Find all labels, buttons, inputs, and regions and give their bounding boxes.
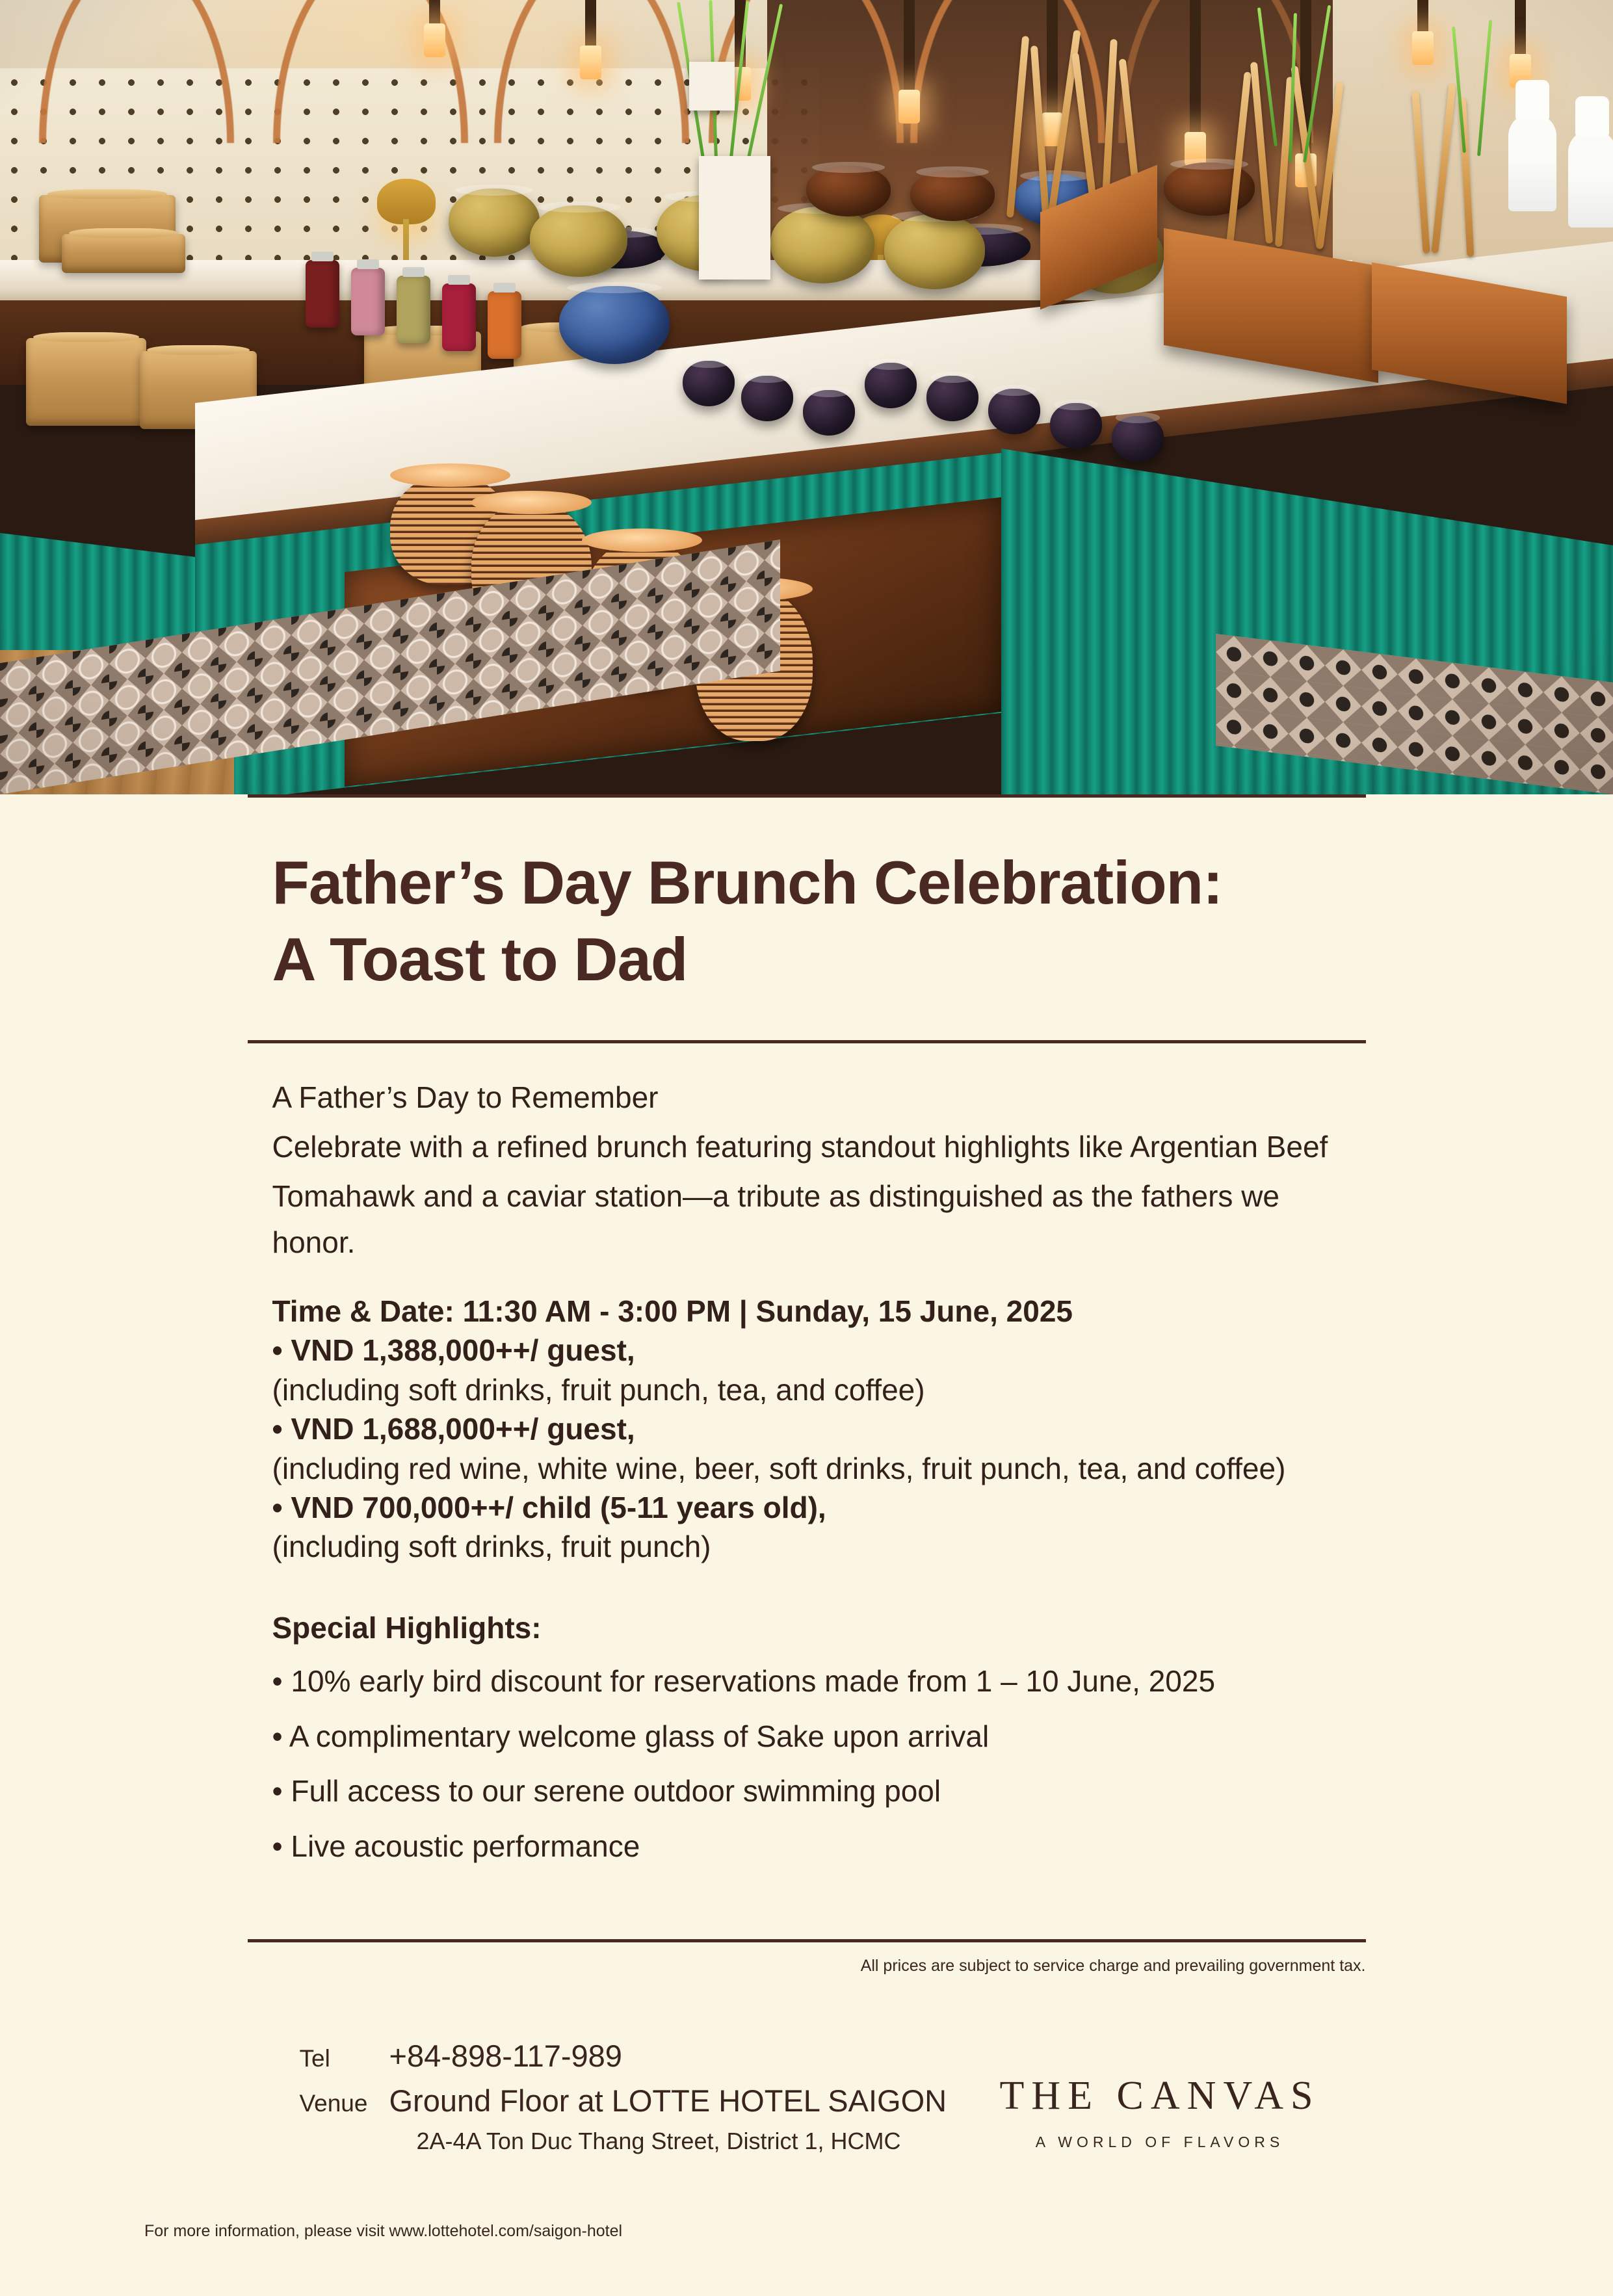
price-child: • VND 700,000++/ child (5-11 years old), [272, 1491, 826, 1525]
lead-paragraph [272, 1075, 1366, 1266]
special-highlights-section [272, 1610, 1366, 1866]
highlight-item: • Full access to our serene outdoor swimming pool [272, 1774, 941, 1808]
buffet-scene [0, 0, 1613, 794]
pricing-section [272, 1292, 1366, 1566]
venue-address: 2A-4A Ton Duc Thang Street, District 1, HCMC [416, 2128, 901, 2155]
price-adult-premium-includes: (including red wine, white wine, beer, soft drinks, fruit punch, tea, and coffee) [272, 1451, 1286, 1485]
tel-label: Tel [299, 2045, 330, 2072]
tax-disclaimer: All prices are subject to service charge and prevailing government tax. [860, 1957, 1366, 1976]
highlight-item: • Live acoustic performance [272, 1829, 640, 1864]
price-child-includes: (including soft drinks, fruit punch) [272, 1530, 711, 1564]
title-line-2: A Toast to Dad [272, 924, 688, 993]
logo-tagline: A WORLD OF FLAVORS [1035, 2133, 1285, 2151]
price-adult-standard: • VND 1,388,000++/ guest, [272, 1333, 635, 1368]
highlight-item: • A complimentary welcome glass of Sake upon arrival [272, 1719, 990, 1753]
canvas-logo [1000, 2073, 1320, 2151]
lead-line-2: Celebrate with a refined brunch featuring standout highlights like Argentian Beef [272, 1129, 1328, 1164]
venue-value: Ground Floor at LOTTE HOTEL SAIGON [389, 2083, 947, 2119]
title-line-1: Father’s Day Brunch Celebration: [272, 848, 1223, 917]
contact-section [248, 1976, 1366, 2171]
page-title [248, 798, 1366, 1040]
tel-value[interactable]: +84-898-117-989 [389, 2039, 622, 2074]
lead-line-1: A Father’s Day to Remember [272, 1080, 659, 1114]
photo-vignette [0, 0, 1613, 794]
body-content [248, 1043, 1366, 1866]
price-adult-premium: • VND 1,688,000++/ guest, [272, 1412, 635, 1446]
hero-photo [0, 0, 1613, 794]
time-and-date: Time & Date: 11:30 AM - 3:00 PM | Sunday, 15 June, 2025 [272, 1294, 1073, 1328]
special-highlights-heading: Special Highlights: [272, 1610, 542, 1645]
more-information-line[interactable]: For more information, please visit www.lottehotel.com/saigon-hotel [144, 2222, 623, 2240]
lead-line-3: Tomahawk and a caviar station—a tribute as distinguished as the fathers we honor. [272, 1179, 1280, 1260]
venue-label: Venue [299, 2090, 368, 2117]
contact-row-tel [272, 2038, 1366, 2074]
poster-content [0, 794, 1613, 2171]
logo-wordmark: THE CANVAS [999, 2074, 1320, 2119]
highlight-item: • 10% early bird discount for reservations made from 1 – 10 June, 2025 [272, 1663, 1216, 1698]
price-adult-standard-includes: (including soft drinks, fruit punch, tea, and coffee) [272, 1372, 925, 1407]
